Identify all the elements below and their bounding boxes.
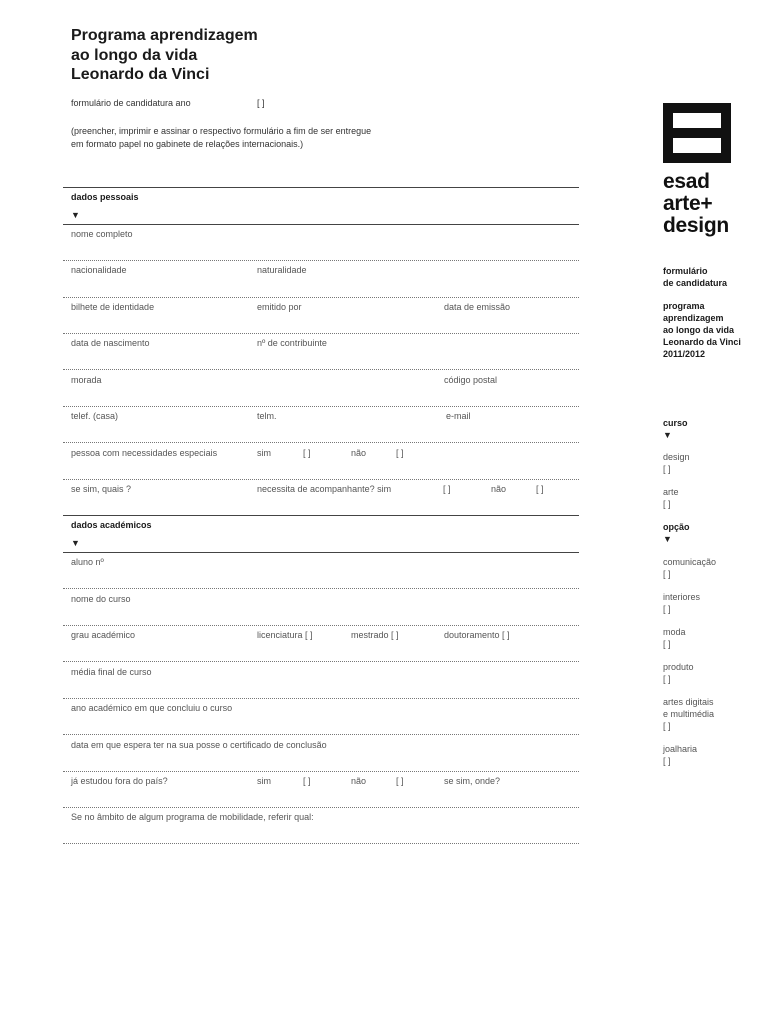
checkbox-special-needs-yes[interactable]: [ ] <box>303 448 311 458</box>
course-option-label: arte <box>663 487 679 497</box>
label-studied-abroad: já estudou fora do país? <box>71 776 168 786</box>
instructions-line-2: em formato papel no gabinete de relações internacionais.) <box>71 139 304 149</box>
down-arrow-icon: ▼ <box>663 430 672 440</box>
checkbox-special-needs-no[interactable]: [ ] <box>396 448 404 458</box>
page-title <box>71 26 258 85</box>
title-line-1: Programa aprendizagem <box>71 27 258 44</box>
field-line[interactable] <box>63 843 579 844</box>
section-title-personal: dados pessoais <box>71 192 139 202</box>
label-degree: grau académico <box>71 630 136 640</box>
field-line[interactable] <box>63 734 579 735</box>
section-divider <box>63 187 579 188</box>
label-nationality: nacionalidade <box>71 265 127 275</box>
side-program-line: programa <box>663 301 705 311</box>
label-if-yes-where: se sim, onde? <box>444 776 501 786</box>
label-address: morada <box>71 375 102 385</box>
label-birth-date: data de nascimento <box>71 338 150 348</box>
checkbox-doutoramento[interactable]: doutoramento [ ] <box>444 630 510 640</box>
field-line[interactable] <box>63 807 579 808</box>
section-divider <box>63 515 579 516</box>
side-program-title <box>663 300 741 360</box>
option-label: produto <box>663 662 694 672</box>
side-form-line: de candidatura <box>663 278 728 288</box>
label-certificate-date: data em que espera ter na sua posse o certificado de conclusão <box>71 740 327 750</box>
label-naturality: naturalidade <box>257 265 307 275</box>
option-joalharia-checkbox[interactable]: [ ] <box>663 756 671 766</box>
instructions-line-1: (preencher, imprimir e assinar o respectivo formulário a fim de ser entregue <box>71 126 372 136</box>
label-no: não <box>351 776 367 786</box>
label-yes: sim <box>257 776 271 786</box>
side-program-year: 2011/2012 <box>663 349 706 359</box>
side-program-line: aprendizagem <box>663 313 724 323</box>
checkbox-abroad-no[interactable]: [ ] <box>396 776 404 786</box>
checkbox-licenciatura[interactable]: licenciatura [ ] <box>257 630 313 640</box>
section-divider <box>63 224 579 225</box>
option-artes-digitais-checkbox[interactable]: [ ] <box>663 721 671 731</box>
course-option-label: design <box>663 452 690 462</box>
section-title-academic: dados académicos <box>71 520 152 530</box>
course-option-arte <box>663 486 679 510</box>
option-moda <box>663 626 686 650</box>
label-email: e-mail <box>446 411 471 421</box>
option-label: moda <box>663 627 686 637</box>
label-id-card: bilhete de identidade <box>71 302 155 312</box>
option-label: joalharia <box>663 744 698 754</box>
checkbox-companion-yes[interactable]: [ ] <box>443 484 451 494</box>
course-arte-checkbox[interactable]: [ ] <box>663 499 671 509</box>
label-mobility: Se no âmbito de algum programa de mobilidade, referir qual: <box>71 812 314 822</box>
label-special-needs: pessoa com necessidades especiais <box>71 448 218 458</box>
field-line[interactable] <box>63 698 579 699</box>
option-produto-checkbox[interactable]: [ ] <box>663 674 671 684</box>
field-line[interactable] <box>63 333 579 334</box>
title-line-2: ao longo da vida <box>71 46 198 64</box>
option-artes-digitais <box>663 696 714 732</box>
option-produto <box>663 661 694 685</box>
label-no: não <box>491 484 507 494</box>
label-mobile: telm. <box>257 411 277 421</box>
section-divider <box>63 552 579 553</box>
label-needs-companion: necessita de acompanhante? sim <box>257 484 392 494</box>
side-form-line: formulário <box>663 266 708 276</box>
label-tax-number: nº de contribuinte <box>257 338 327 348</box>
down-arrow-icon: ▼ <box>663 534 672 544</box>
side-course-label: curso <box>663 418 688 428</box>
option-joalharia <box>663 743 697 767</box>
option-label: artes digitais <box>663 697 714 707</box>
checkbox-abroad-yes[interactable]: [ ] <box>303 776 311 786</box>
label-year-completed: ano académico em que concluiu o curso <box>71 703 233 713</box>
course-option-design <box>663 451 690 475</box>
field-line[interactable] <box>63 442 579 443</box>
field-line[interactable] <box>63 479 579 480</box>
side-program-line: ao longo da vida <box>663 325 735 335</box>
label-full-name: nome completo <box>71 229 133 239</box>
option-label: e multimédia <box>663 709 715 719</box>
option-comunicacao-checkbox[interactable]: [ ] <box>663 569 671 579</box>
option-label: comunicação <box>663 557 717 567</box>
option-interiores <box>663 591 700 615</box>
option-comunicacao <box>663 556 716 580</box>
label-issue-date: data de emissão <box>444 302 511 312</box>
field-line[interactable] <box>63 661 579 662</box>
label-course-name: nome do curso <box>71 594 131 604</box>
checkbox-companion-no[interactable]: [ ] <box>536 484 544 494</box>
option-label: interiores <box>663 592 701 602</box>
field-line[interactable] <box>63 771 579 772</box>
field-line[interactable] <box>63 297 579 298</box>
field-line[interactable] <box>63 588 579 589</box>
esad-logo-icon <box>663 103 731 163</box>
form-year-checkbox[interactable]: [ ] <box>257 98 265 108</box>
label-if-yes-which: se sim, quais ? <box>71 484 132 494</box>
field-line[interactable] <box>63 625 579 626</box>
down-arrow-icon: ▼ <box>71 538 80 548</box>
field-line[interactable] <box>63 369 579 370</box>
side-option-label: opção <box>663 522 690 532</box>
side-program-line: Leonardo da Vinci <box>663 337 741 347</box>
course-design-checkbox[interactable]: [ ] <box>663 464 671 474</box>
checkbox-mestrado[interactable]: mestrado [ ] <box>351 630 399 640</box>
brand-line-3: design <box>663 214 729 237</box>
down-arrow-icon: ▼ <box>71 210 80 220</box>
label-student-number: aluno nº <box>71 557 104 567</box>
brand-line-1: esad <box>663 170 710 193</box>
label-issued-by: emitido por <box>257 302 302 312</box>
label-final-grade: média final de curso <box>71 667 152 677</box>
field-line[interactable] <box>63 406 579 407</box>
option-interiores-checkbox[interactable]: [ ] <box>663 604 671 614</box>
brand-name <box>663 171 729 237</box>
brand-line-2: arte+ <box>663 192 713 215</box>
label-postal-code: código postal <box>444 375 498 385</box>
field-line[interactable] <box>63 260 579 261</box>
label-yes: sim <box>257 448 271 458</box>
form-year-label: formulário de candidatura ano <box>71 98 191 108</box>
option-moda-checkbox[interactable]: [ ] <box>663 639 671 649</box>
label-home-phone: telef. (casa) <box>71 411 119 421</box>
side-form-title <box>663 265 727 289</box>
title-line-3: Leonardo da Vinci <box>71 66 210 83</box>
label-no: não <box>351 448 367 458</box>
